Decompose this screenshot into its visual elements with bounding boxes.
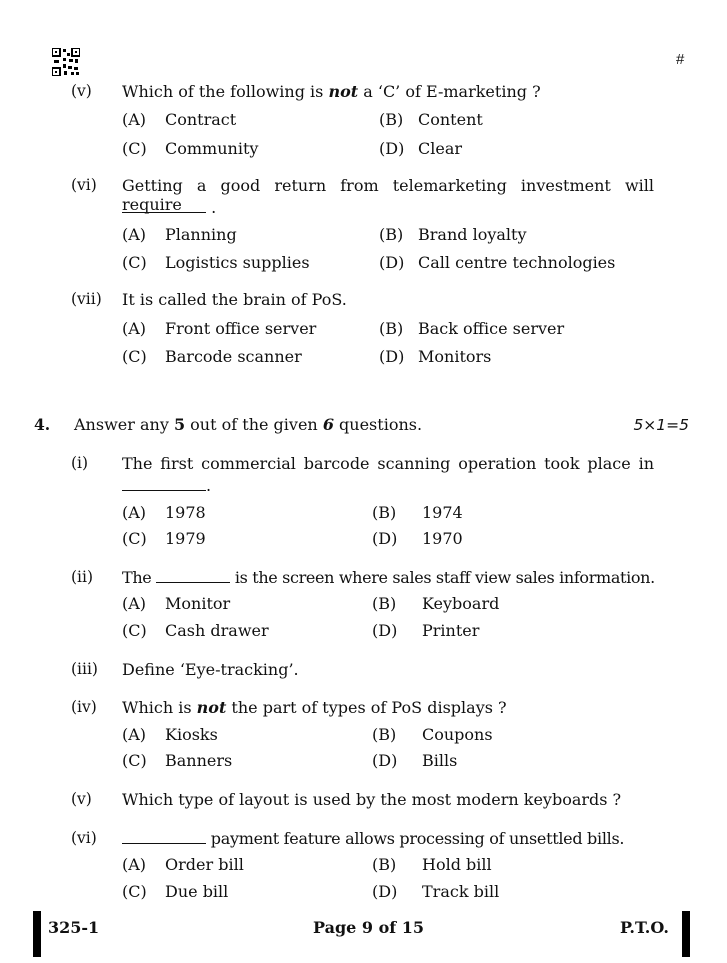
- page-marker: #: [676, 51, 685, 68]
- option-label: (C): [122, 139, 147, 158]
- question-text: Which type of layout is used by the most modern keyboards ?: [122, 790, 622, 809]
- option-text: Monitors: [418, 347, 492, 366]
- option-label: (D): [372, 529, 398, 548]
- option-text: Contract: [165, 110, 237, 129]
- question-number: (vii): [71, 290, 102, 308]
- option-label: (C): [122, 347, 147, 366]
- marks-allocation: 5×1=5: [633, 416, 689, 434]
- question-text: The first commercial barcode scanning operation took place in: [122, 454, 654, 473]
- question-text: The is the screen where sales staff view sales information.: [122, 568, 655, 587]
- option-text: Due bill: [165, 882, 229, 901]
- question-text-blank: .: [122, 476, 211, 495]
- option-label: (B): [379, 110, 404, 129]
- option-text: 1974: [422, 503, 463, 522]
- option-text: Track bill: [422, 882, 500, 901]
- option-label: (C): [122, 621, 147, 640]
- qr-code-icon: [52, 48, 80, 76]
- option-text: 1970: [422, 529, 463, 548]
- option-label: (B): [379, 319, 404, 338]
- option-text: Order bill: [165, 855, 244, 874]
- option-label: (D): [379, 253, 405, 272]
- question-number: (v): [71, 790, 92, 808]
- option-text: Content: [418, 110, 483, 129]
- answer-blank: [122, 490, 206, 491]
- option-label: (B): [372, 503, 397, 522]
- option-text: Back office server: [418, 319, 565, 338]
- option-text: Printer: [422, 621, 480, 640]
- option-label: (B): [372, 855, 397, 874]
- option-label: (B): [379, 225, 404, 244]
- footer-right-bar: [682, 911, 690, 957]
- question-number: (vi): [71, 829, 97, 847]
- question-text: Getting a good return from telemarketing investment will require: [122, 176, 654, 214]
- option-label: (C): [122, 529, 147, 548]
- option-text: Clear: [418, 139, 463, 158]
- pto-label: P.T.O.: [620, 918, 669, 937]
- option-label: (A): [122, 319, 147, 338]
- option-text: Barcode scanner: [165, 347, 302, 366]
- option-label: (B): [372, 725, 397, 744]
- question-text: Which is not the part of types of PoS displays ?: [122, 698, 507, 717]
- page-number: Page 9 of 15: [313, 918, 424, 937]
- question-number: (i): [71, 454, 89, 472]
- question-text: Which of the following is not a ‘C’ of E-marketing ?: [122, 82, 541, 101]
- option-label: (C): [122, 751, 147, 770]
- option-label: (D): [379, 139, 405, 158]
- option-text: Cash drawer: [165, 621, 269, 640]
- option-label: (C): [122, 882, 147, 901]
- question-number: (v): [71, 82, 92, 100]
- option-text: Call centre technologies: [418, 253, 616, 272]
- option-text: Keyboard: [422, 594, 500, 613]
- question-number: 4.: [34, 415, 51, 434]
- option-text: Coupons: [422, 725, 493, 744]
- option-text: Kiosks: [165, 725, 218, 744]
- answer-blank: [122, 212, 206, 213]
- option-text: Bills: [422, 751, 458, 770]
- question-instructions: Answer any 5 out of the given 6 questions.: [74, 415, 423, 434]
- question-number: (iii): [71, 660, 98, 678]
- option-text: Community: [165, 139, 259, 158]
- option-label: (C): [122, 253, 147, 272]
- option-label: (D): [372, 621, 398, 640]
- question-text-blank: .: [122, 198, 216, 217]
- option-label: (D): [379, 347, 405, 366]
- option-label: (D): [372, 882, 398, 901]
- option-text: Logistics supplies: [165, 253, 310, 272]
- option-label: (B): [372, 594, 397, 613]
- option-label: (D): [372, 751, 398, 770]
- option-text: Planning: [165, 225, 237, 244]
- option-label: (A): [122, 503, 147, 522]
- option-text: Monitor: [165, 594, 231, 613]
- question-text: It is called the brain of PoS.: [122, 290, 347, 309]
- option-text: Banners: [165, 751, 233, 770]
- option-text: Hold bill: [422, 855, 492, 874]
- option-text: 1979: [165, 529, 206, 548]
- option-label: (A): [122, 225, 147, 244]
- question-number: (iv): [71, 698, 97, 716]
- option-text: Brand loyalty: [418, 225, 527, 244]
- answer-blank: [156, 582, 230, 583]
- question-number: (vi): [71, 176, 97, 194]
- question-number: (ii): [71, 568, 94, 586]
- question-text: payment feature allows processing of unsettled bills.: [122, 829, 624, 848]
- option-label: (A): [122, 110, 147, 129]
- question-text: Define ‘Eye-tracking’.: [122, 660, 299, 679]
- option-label: (A): [122, 594, 147, 613]
- option-text: 1978: [165, 503, 206, 522]
- option-text: Front office server: [165, 319, 317, 338]
- answer-blank: [122, 843, 206, 844]
- option-label: (A): [122, 725, 147, 744]
- footer-left-bar: [33, 911, 41, 957]
- paper-code: 325-1: [48, 918, 100, 937]
- option-label: (A): [122, 855, 147, 874]
